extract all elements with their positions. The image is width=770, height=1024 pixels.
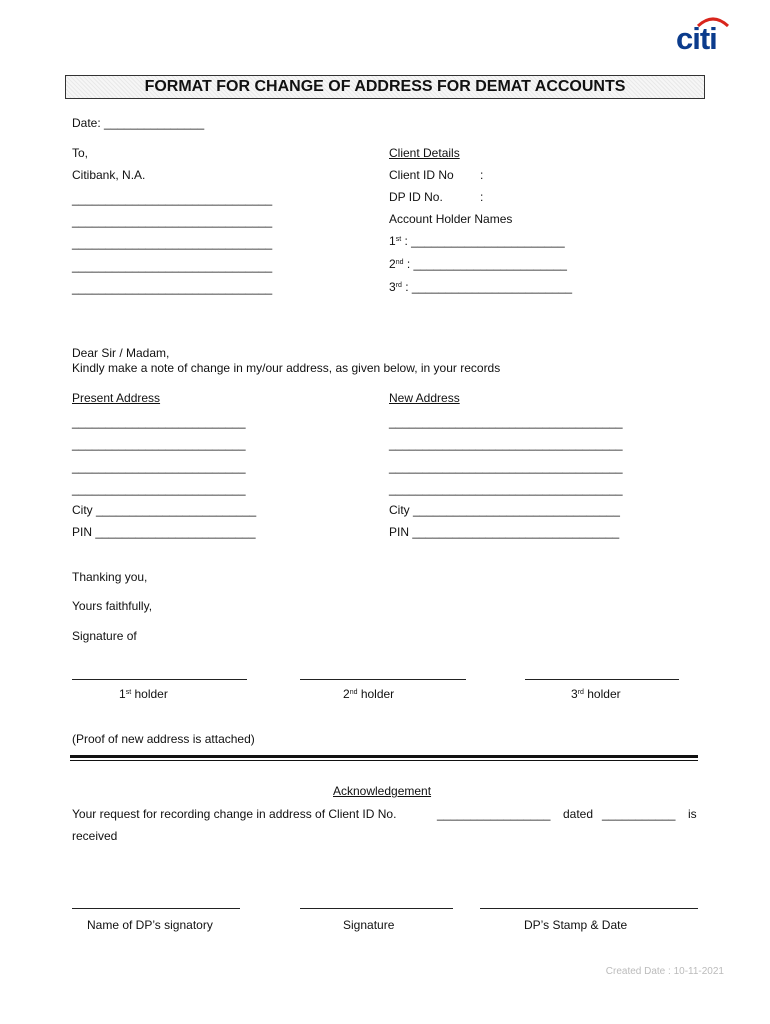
holder-names-label: Account Holder Names <box>389 212 513 226</box>
present-address-line: __________________________ <box>72 415 246 429</box>
new-city: City _______________________________ <box>389 503 620 517</box>
citi-logo <box>676 14 734 54</box>
bank-address-line: ______________________________ <box>72 214 273 228</box>
to-label: To, <box>72 146 89 160</box>
dp-signatory-label: Name of DP’s signatory <box>87 918 213 932</box>
dp-signature-label: Signature <box>343 918 395 932</box>
dp-id-label: DP ID No. <box>389 190 443 204</box>
yours-faithfully: Yours faithfully, <box>72 599 153 613</box>
holder-3-signature-line <box>525 679 679 680</box>
bank-address-line: ______________________________ <box>72 281 273 295</box>
present-address-line: __________________________ <box>72 482 246 496</box>
bank-address-line: ______________________________ <box>72 259 273 273</box>
bank-address-line: ______________________________ <box>72 236 273 250</box>
holder-name-2: 2nd : _______________________ <box>389 257 567 271</box>
holder-3-label: 3rd holder <box>571 687 621 701</box>
new-address-line: ___________________________________ <box>389 415 623 429</box>
ack-line-2: received <box>72 829 118 843</box>
holder-2-signature-line <box>300 679 466 680</box>
ack-dated-label: dated <box>563 807 594 821</box>
new-address-heading: New Address <box>389 391 460 405</box>
salutation: Dear Sir / Madam, <box>72 346 170 360</box>
ack-date-blank: ___________ <box>602 807 676 821</box>
ack-client-id-blank: _________________ <box>437 807 551 821</box>
holder-2-label: 2nd holder <box>343 687 395 701</box>
new-address-line: ___________________________________ <box>389 460 623 474</box>
present-address-line: __________________________ <box>72 437 246 451</box>
section-divider <box>70 755 698 758</box>
new-address-line: ___________________________________ <box>389 482 623 496</box>
bank-address-line: ______________________________ <box>72 192 273 206</box>
thanking-text: Thanking you, <box>72 570 148 584</box>
form-title: FORMAT FOR CHANGE OF ADDRESS FOR DEMAT ACCOUNTS <box>65 75 705 99</box>
signature-of-label: Signature of <box>72 629 137 643</box>
dp-signatory-line <box>72 908 240 909</box>
bank-name: Citibank, N.A. <box>72 168 146 182</box>
holder-name-1: 1st : _______________________ <box>389 234 565 248</box>
holder-name-3: 3rd : ________________________ <box>389 280 573 294</box>
ack-line-1: Your request for recording change in address of Client ID No. <box>72 807 397 821</box>
dp-id-colon: : <box>480 190 484 204</box>
date-field: Date: _______________ <box>72 116 205 130</box>
client-details-heading: Client Details <box>389 146 460 160</box>
logo-text: citi <box>676 21 717 56</box>
holder-1-signature-line <box>72 679 247 680</box>
proof-note: (Proof of new address is attached) <box>72 732 255 746</box>
request-text: Kindly make a note of change in my/our address, as given below, in your records <box>72 361 501 375</box>
dp-signature-line <box>300 908 453 909</box>
client-id-colon: : <box>480 168 484 182</box>
holder-1-label: 1st holder <box>119 687 168 701</box>
dp-stamp-line <box>480 908 698 909</box>
new-pin: PIN _______________________________ <box>389 525 620 539</box>
present-address-heading: Present Address <box>72 391 161 405</box>
section-divider-thin <box>70 760 698 761</box>
present-pin: PIN ________________________ <box>72 525 256 539</box>
present-address-line: __________________________ <box>72 460 246 474</box>
new-address-line: ___________________________________ <box>389 437 623 451</box>
created-date: Created Date : 10-11-2021 <box>605 966 724 977</box>
acknowledgement-heading: Acknowledgement <box>333 784 432 798</box>
ack-is: is <box>688 807 697 821</box>
dp-stamp-label: DP’s Stamp & Date <box>524 918 628 932</box>
client-id-label: Client ID No <box>389 168 454 182</box>
present-city: City ________________________ <box>72 503 257 517</box>
